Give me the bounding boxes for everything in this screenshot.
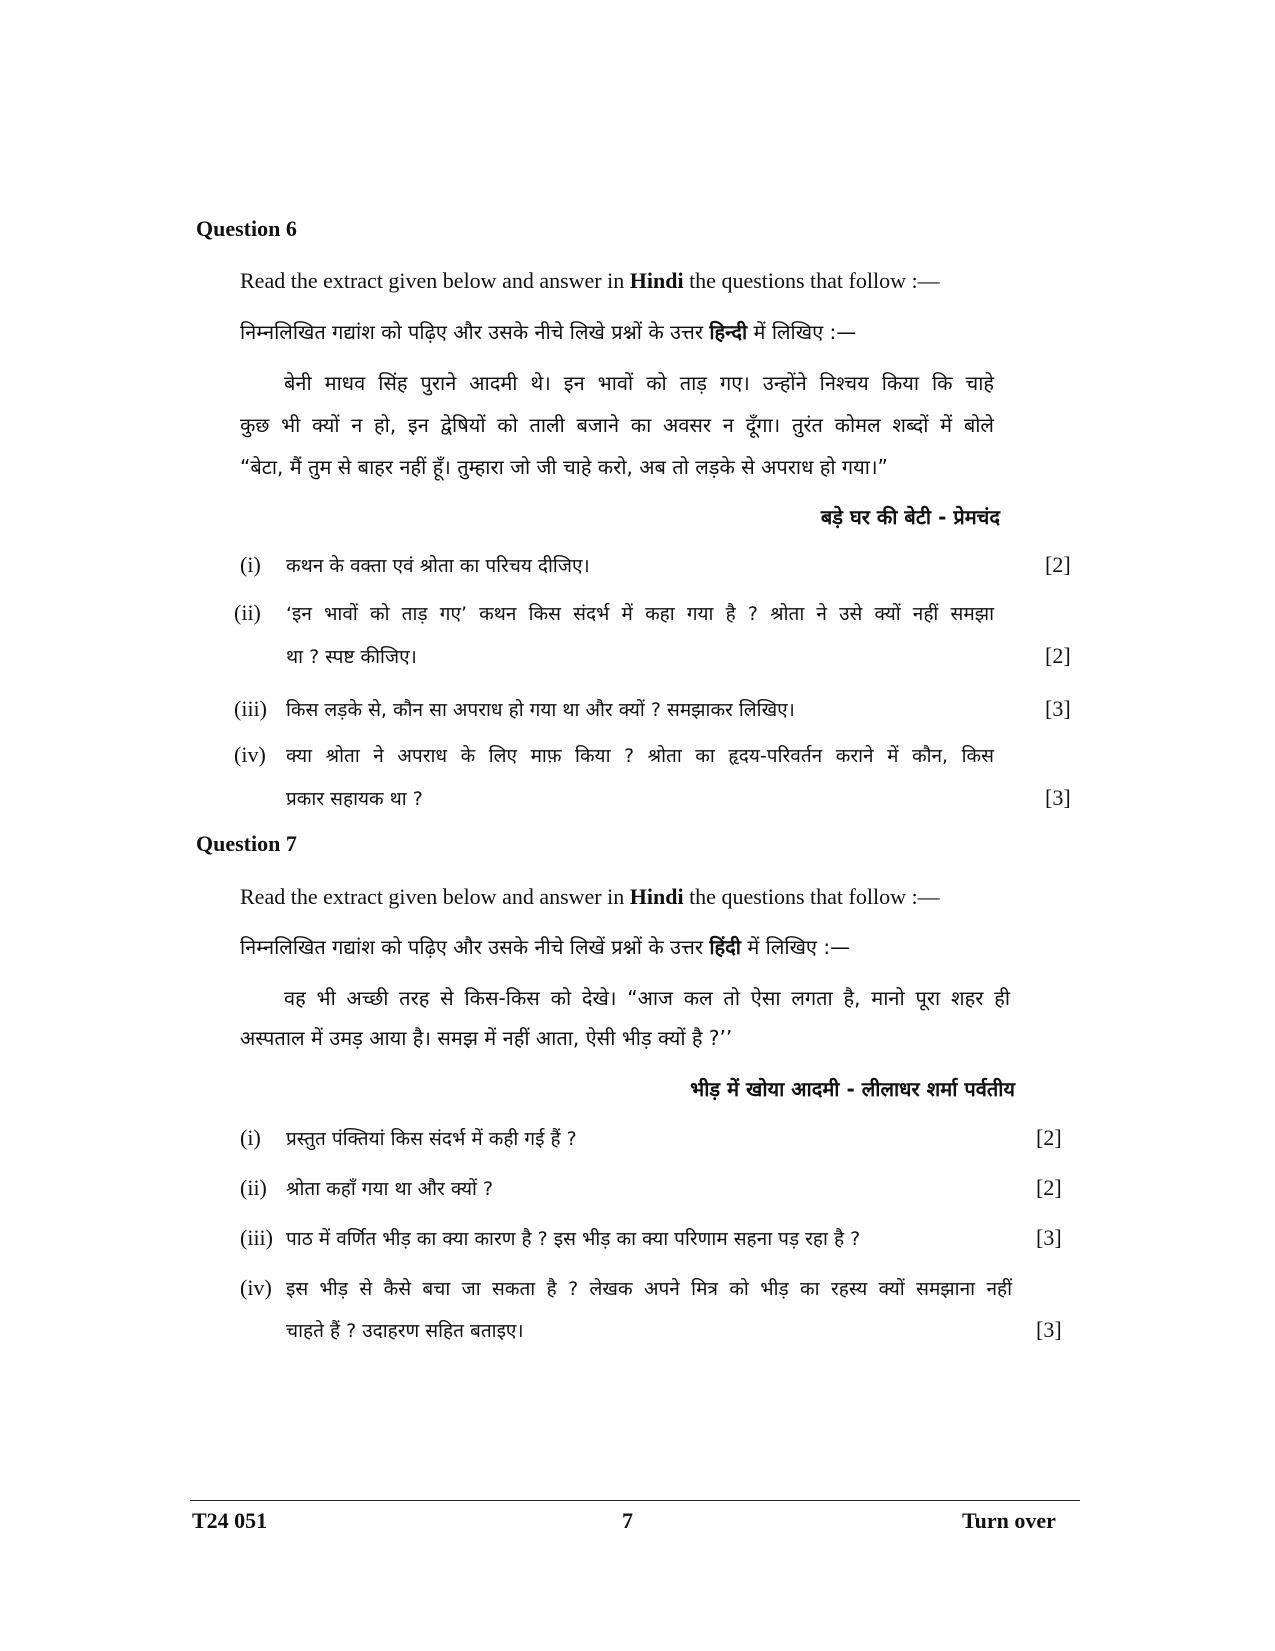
q6-instruction-hindi <box>240 318 856 345</box>
q6-instr-en-before: Read the extract given below and answer in <box>240 268 630 293</box>
footer-divider <box>190 1500 1080 1501</box>
q6-instr-en-after: the questions that follow :— <box>683 268 940 293</box>
turn-over-label: Turn over <box>962 1508 1056 1533</box>
q7-instr-hi-before: निम्नलिखित गद्यांश को पढ़िए और उसके नीचे लिखें प्रश्नों के उत्तर <box>240 935 710 959</box>
q7-subq-marks: [3] <box>1036 1225 1062 1250</box>
q7-subq-marks: [3] <box>1036 1317 1062 1342</box>
q7-subq-text: प्रस्तुत पंक्तियां किस संदर्भ में कही गई हैं ? <box>286 1128 577 1150</box>
q6-subq-number: (iv) <box>234 742 266 767</box>
q7-passage-line: वह भी अच्छी तरह से किस-किस को देखे। “आज कल तो ऐसा लगता है, मानो पूरा शहर ही <box>284 986 1010 1010</box>
q7-subq-text-cont: चाहते हैं ? उदाहरण सहित बताइए। <box>286 1320 524 1342</box>
q6-attribution: बड़े घर की बेटी - प्रेमचंद <box>820 505 1000 529</box>
page-number: 7 <box>622 1508 633 1533</box>
q6-subq-number: (iii) <box>234 696 267 721</box>
q7-instr-en-before: Read the extract given below and answer in <box>240 884 630 909</box>
q7-passage-line: अस्पताल में उमड़ आया है। समझ में नहीं आता, ऐसी भीड़ क्यों है ?’’ <box>240 1026 733 1050</box>
q7-instruction-english <box>240 884 940 910</box>
paper-code: T24 051 <box>192 1508 268 1533</box>
q6-instr-hi-bold: हिन्दी <box>709 320 748 344</box>
q6-subq-text: क्या श्रोता ने अपराध के लिए माफ़ किया ? श्रोता का हृदय-परिवर्तन कराने में कौन, किस <box>286 745 994 767</box>
q6-subq-marks: [3] <box>1045 785 1071 810</box>
q7-attribution: भीड़ में खोया आदमी - लीलाधर शर्मा पर्वतीय <box>690 1077 1015 1101</box>
q7-instr-hi-bold: हिंदी <box>709 935 741 959</box>
q7-instr-en-after: the questions that follow :— <box>683 884 940 909</box>
q6-passage-line: कुछ भी क्यों न हो, इन द्वेषियों को ताली बजाने का अवसर न दूँगा। तुरंत कोमल शब्दों में बोले <box>240 413 994 437</box>
q7-instr-en-bold: Hindi <box>629 884 684 909</box>
q7-subq-marks: [2] <box>1036 1125 1062 1150</box>
q6-subq-marks: [2] <box>1045 552 1071 577</box>
q6-instr-en-bold: Hindi <box>629 268 684 293</box>
q7-subq-text: श्रोता कहाँ गया था और क्यों ? <box>286 1178 494 1200</box>
q6-subq-marks: [3] <box>1045 696 1071 721</box>
q6-subq-marks: [2] <box>1045 643 1071 668</box>
q6-subq-text-cont: प्रकार सहायक था ? <box>286 788 423 810</box>
q7-instruction-hindi <box>240 933 850 960</box>
q7-subq-marks: [2] <box>1036 1175 1062 1200</box>
q7-subq-number: (i) <box>240 1125 261 1150</box>
q7-subq-text: पाठ में वर्णित भीड़ का क्या कारण है ? इस भीड़ का क्या परिणाम सहना पड़ रहा है ? <box>286 1228 861 1250</box>
question-6-heading: Question 6 <box>196 216 297 241</box>
q6-instruction-english <box>240 268 940 294</box>
q7-instr-hi-after: में लिखिए :— <box>740 935 851 959</box>
q6-subq-text: कथन के वक्ता एवं श्रोता का परिचय दीजिए। <box>286 555 590 577</box>
q6-subq-text-cont: था ? स्पष्ट कीजिए। <box>286 646 417 668</box>
q7-subq-number: (ii) <box>240 1175 267 1200</box>
q6-subq-number: (i) <box>240 552 261 577</box>
q6-passage-line: बेनी माधव सिंह पुराने आदमी थे। इन भावों को ताड़ गए। उन्होंने निश्चय किया कि चाहे <box>284 371 994 395</box>
q6-subq-text: किस लड़के से, कौन सा अपराध हो गया था और क्यों ? समझाकर लिखिए। <box>286 699 795 721</box>
question-7-heading: Question 7 <box>196 831 297 856</box>
q7-subq-text: इस भीड़ से कैसे बचा जा सकता है ? लेखक अपने मित्र को भीड़ का रहस्य क्यों समझाना नहीं <box>286 1278 1012 1300</box>
q6-passage-line: “बेटा, मैं तुम से बाहर नहीं हूँ। तुम्हारा जो जी चाहे करो, अब तो लड़के से अपराध हो गया।” <box>240 455 888 479</box>
q7-subq-number: (iii) <box>240 1225 273 1250</box>
q6-instr-hi-after: में लिखिए :— <box>747 320 857 344</box>
q6-subq-number: (ii) <box>234 600 261 625</box>
q6-subq-text: ‘इन भावों को ताड़ गए’ कथन किस संदर्भ में कहा गया है ? श्रोता ने उसे क्यों नहीं समझा <box>286 603 994 625</box>
q6-instr-hi-before: निम्नलिखित गद्यांश को पढ़िए और उसके नीचे लिखे प्रश्नों के उत्तर <box>240 320 710 344</box>
q7-subq-number: (iv) <box>240 1275 272 1300</box>
